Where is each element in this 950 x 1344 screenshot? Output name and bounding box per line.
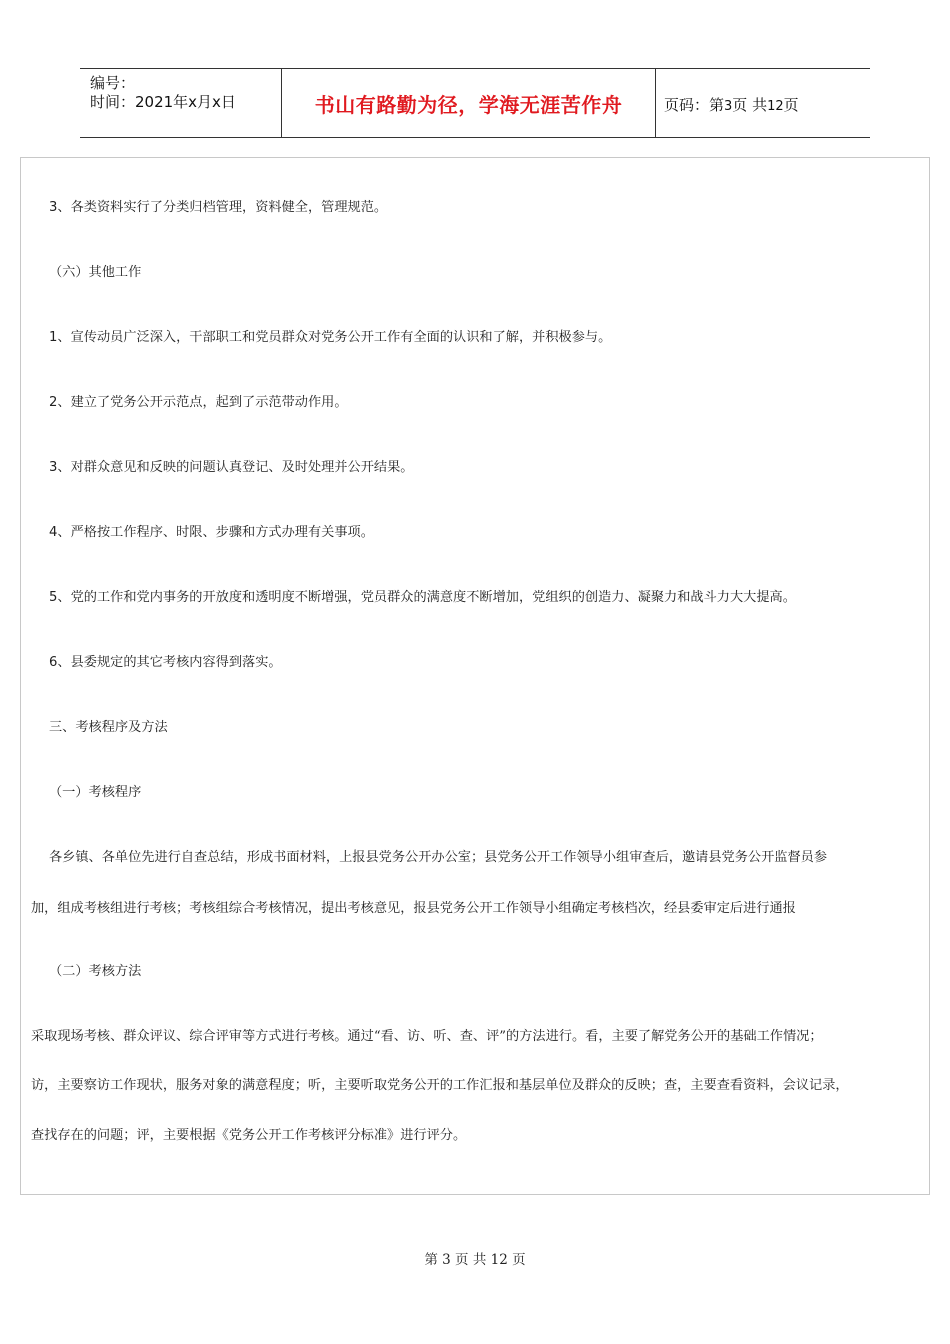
- paragraph-line: 采取现场考核、群众评议、综合评审等方式进行考核。通过“看、访、听、查、评”的方法进行。看，主要了解党务公开的基础工作情况；: [31, 1029, 823, 1044]
- paragraph-line: 3、对群众意见和反映的问题认真登记、及时处理并公开结果。: [49, 460, 414, 475]
- paragraph-line: 3、各类资料实行了分类归档管理，资料健全，管理规范。: [49, 200, 388, 215]
- section-heading: （六）其他工作: [49, 265, 142, 280]
- page-mid: 页 共: [732, 96, 768, 114]
- section-heading: （二）考核方法: [49, 964, 142, 979]
- page-footer: 第 3 页 共 12 页: [424, 1252, 526, 1268]
- page-total: 12: [767, 99, 784, 114]
- paragraph-line: 查找存在的问题；评，主要根据《党务公开工作考核评分标准》进行评分。: [31, 1128, 467, 1143]
- document-header: [80, 68, 870, 138]
- date-label: 时间：2021年x月x日: [90, 93, 236, 111]
- page-current: 3: [724, 99, 733, 114]
- paragraph-line: 各乡镇、各单位先进行自查总结，形成书面材料，上报县党务公开办公室；县党务公开工作领导小组审查后，邀请县党务公开监督员参: [49, 850, 828, 865]
- motto-text: 书山有路勤为径，学海无涯苦作舟: [314, 93, 623, 117]
- serial-number-label: 编号：: [90, 74, 136, 92]
- paragraph-line: 6、县委规定的其它考核内容得到落实。: [49, 655, 282, 670]
- page-suffix: 页: [783, 96, 799, 114]
- paragraph-line: 加，组成考核组进行考核；考核组综合考核情况，提出考核意见，报县党务公开工作领导小组确定考核档次，经县委审定后进行通报: [31, 901, 796, 916]
- page-number-label: [664, 94, 799, 115]
- section-heading: （一）考核程序: [49, 785, 142, 800]
- page-label: 页码：第: [664, 96, 725, 114]
- header-motto-cell: [282, 69, 656, 137]
- paragraph-line: 5、党的工作和党内事务的开放度和透明度不断增强，党员群众的满意度不断增加，党组织的创造力、凝聚力和战斗力大大提高。: [49, 590, 796, 605]
- paragraph-line: 1、宣传动员广泛深入，干部职工和党员群众对党务公开工作有全面的认识和了解，并积极参与。: [49, 330, 612, 345]
- section-heading: 三、考核程序及方法: [49, 720, 168, 735]
- paragraph-line: 4、严格按工作程序、时限、步骤和方式办理有关事项。: [49, 525, 374, 540]
- content-frame: [20, 157, 930, 1195]
- header-info-cell: [80, 69, 282, 137]
- paragraph-line: 访，主要察访工作现状，服务对象的满意程度；听，主要听取党务公开的工作汇报和基层单位及群众的反映；查，主要查看资料，会议记录，: [31, 1078, 849, 1093]
- header-page-cell: [656, 69, 870, 137]
- paragraph-line: 2、建立了党务公开示范点，起到了示范带动作用。: [49, 395, 348, 410]
